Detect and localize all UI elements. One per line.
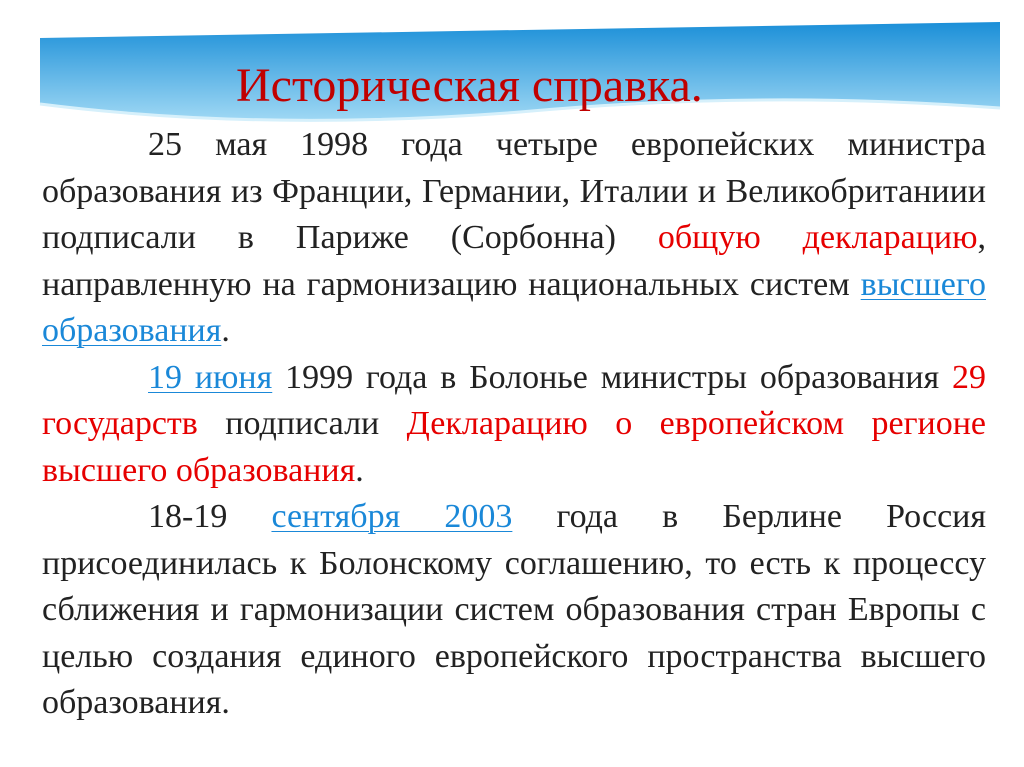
text-segment: 25 мая 1998 года четыре европейских министра образования из Франции, Германии, Италии и Великобританиии подписали в Париже (Сорбонна) xyxy=(42,126,986,256)
text-segment: , направленную на гармонизацию национальных систем xyxy=(42,219,987,303)
text-segment: 1999 года в Болонье министры образования xyxy=(272,358,952,396)
slide-title: Историческая справка. xyxy=(236,59,703,112)
hyperlink-higher-education[interactable]: высшего образования xyxy=(42,265,986,349)
text-segment: года в Берлине Россия присоединилась к Болонскому соглашению, то есть к процессу сближения и гармонизации систем образования стран Европы с целью создания единого европейского пространства высшего образования. xyxy=(42,498,986,721)
slide-body xyxy=(42,122,986,727)
text-segment: . xyxy=(221,312,230,349)
hyperlink-september-2003[interactable]: сентября 2003 xyxy=(271,498,513,535)
emphasis-text: Декларацию о европейском регионе высшего образования xyxy=(42,405,986,489)
text-segment: подписали xyxy=(197,405,407,442)
text-segment: 18-19 xyxy=(148,498,272,535)
text-segment: . xyxy=(355,451,364,489)
paragraph-2 xyxy=(42,355,986,495)
emphasis-text: 29 государств xyxy=(42,358,986,442)
emphasis-text: общую декларацию xyxy=(657,219,978,256)
paragraph-1 xyxy=(42,122,986,355)
hyperlink-june-19[interactable]: 19 июня xyxy=(148,358,273,396)
paragraph-3 xyxy=(42,494,986,727)
